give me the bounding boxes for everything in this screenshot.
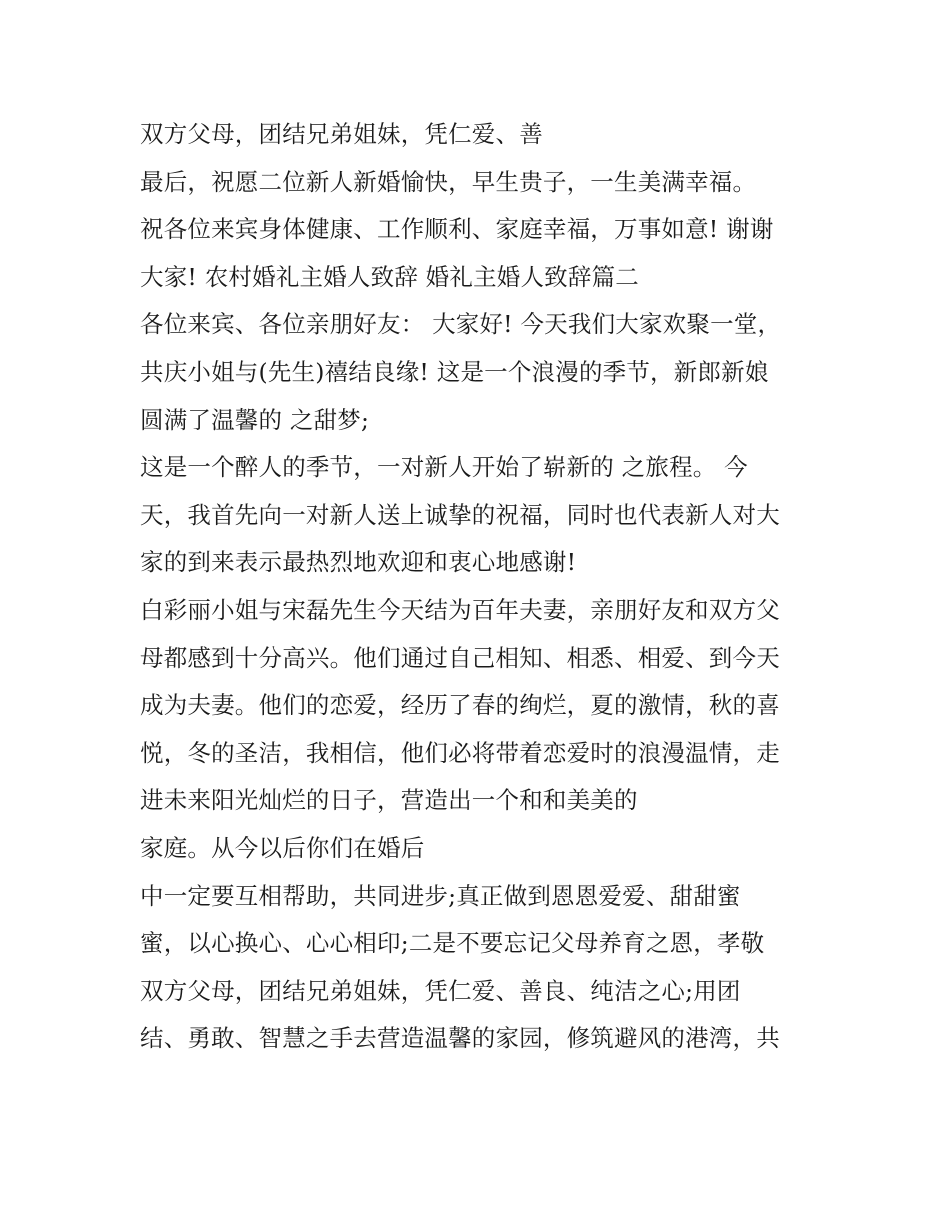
text-line: 结、勇敢、智慧之手去营造温馨的家园，修筑避风的港湾，共	[140, 1024, 780, 1053]
text-line: 天，我首先向一对新人送上诚挚的祝福，同时也代表新人对大	[140, 500, 780, 529]
text-line: 各位来宾、各位亲朋好友： 大家好! 今天我们大家欢聚一堂，	[140, 310, 782, 339]
text-line: 共庆小姐与(先生)禧结良缘! 这是一个浪漫的季节，新郎新娘	[140, 357, 769, 386]
text-line: 家庭。从今以后你们在婚后	[140, 833, 425, 862]
document-body	[140, 111, 830, 1063]
text-line: 大家! 农村婚礼主婚人致辞 婚礼主婚人致辞篇二	[140, 262, 639, 291]
text-line: 双方父母，团结兄弟姐妹，凭仁爱、善良、纯洁之心;用团	[140, 976, 741, 1005]
text-line: 蜜，以心换心、心心相印;二是不要忘记父母养育之恩，孝敬	[140, 929, 765, 958]
text-line: 这是一个醉人的季节，一对新人开始了崭新的 之旅程。 今	[140, 453, 748, 482]
text-line: 悦，冬的圣洁，我相信，他们必将带着恋爱时的浪漫温情，走	[140, 738, 780, 767]
text-line: 成为夫妻。他们的恋爱，经历了春的绚烂，夏的激情，秋的喜	[140, 691, 780, 720]
text-line: 进未来阳光灿烂的日子，营造出一个和和美美的	[140, 786, 638, 815]
text-line: 母都感到十分高兴。他们通过自己相知、相悉、相爱、到今天	[140, 643, 780, 672]
text-line: 中一定要互相帮助，共同进步;真正做到恩恩爱爱、甜甜蜜	[140, 881, 741, 910]
text-line: 双方父母，团结兄弟姐妹，凭仁爱、善	[140, 120, 543, 148]
text-line: 最后，祝愿二位新人新婚愉快，早生贵子，一生美满幸福。	[140, 167, 757, 196]
text-line: 家的到来表示最热烈地欢迎和衷心地感谢!	[140, 548, 577, 577]
text-line: 圆满了温馨的 之甜梦;	[140, 405, 370, 434]
text-line: 祝各位来宾身体健康、工作顺利、家庭幸福，万事如意! 谢谢	[140, 215, 774, 244]
text-line: 白彩丽小姐与宋磊先生今天结为百年夫妻，亲朋好友和双方父	[140, 595, 780, 624]
